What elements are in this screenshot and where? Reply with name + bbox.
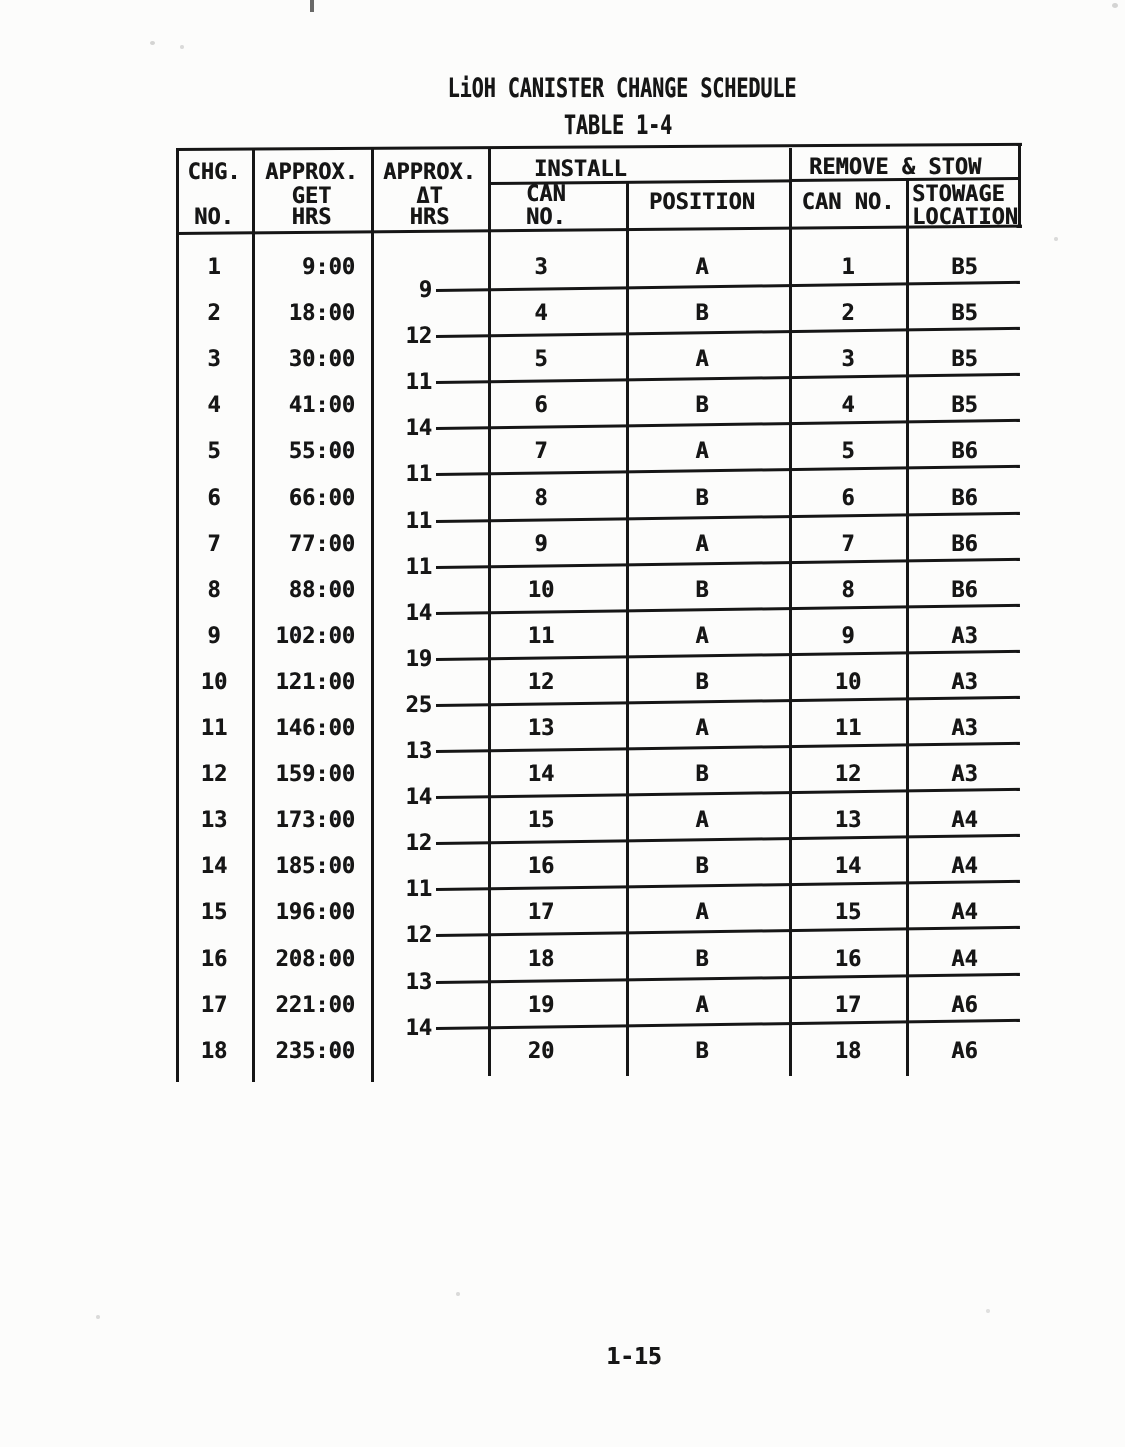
cell-install-can-no: 12 [527,669,555,695]
row-separator-line [436,557,1020,568]
table-row [176,854,1022,880]
delta-t-value: 11 [405,877,432,903]
scan-artifact [310,0,314,12]
cell-install-can-no: 11 [527,623,555,649]
cell-get-hrs: 55:00 [288,439,355,465]
row-separator-line [436,465,1020,476]
cell-chg-no: 1 [207,255,221,280]
page-number: 1-15 [606,1344,662,1370]
table-row [176,947,1022,973]
delta-t-value: 9 [418,278,432,303]
row-separator-line [436,742,1020,753]
cell-install-can-no: 4 [534,301,548,327]
cell-stowage-location: A4 [951,900,978,926]
table-row [176,1039,1022,1065]
cell-get-hrs: 235:00 [275,1038,355,1064]
table-row [176,716,1022,742]
cell-stowage-location: B6 [951,439,978,465]
cell-chg-no: 14 [200,854,228,880]
cell-remove-can-no: 2 [841,301,855,327]
header-deltat-approx: APPROX. [383,160,476,185]
cell-install-can-no: 18 [527,946,555,972]
cell-get-hrs: 102:00 [275,623,355,649]
cell-position: A [695,992,709,1018]
cell-get-hrs: 221:00 [275,992,355,1018]
cell-get-hrs: 9:00 [302,255,355,280]
row-separator-line [436,1018,1020,1029]
cell-remove-can-no: 4 [841,393,855,419]
row-separator-line [436,926,1020,937]
cell-stowage-location: A4 [951,854,978,880]
cell-install-can-no: 6 [534,393,548,419]
cell-install-can-no: 16 [527,854,555,880]
cell-remove-can-no: 16 [834,946,862,972]
cell-chg-no: 6 [207,485,221,511]
delta-t-value: 14 [405,1015,432,1041]
header-deltat: ΔT [416,184,443,209]
cell-remove-can-no: 5 [841,439,855,465]
cell-remove-can-no: 13 [834,808,862,834]
row-separator-line [436,834,1020,845]
cell-install-can-no: 9 [534,531,548,557]
delta-t-value: 12 [405,324,432,350]
delta-t-value: 11 [405,508,432,534]
table-border-left [176,148,179,1082]
cell-remove-can-no: 3 [841,347,855,373]
cell-chg-no: 3 [207,347,221,373]
cell-remove-can-no: 9 [841,623,855,649]
table-border-right-header [1018,143,1021,228]
table-row [176,578,1022,604]
divider-chg-get [252,148,255,1082]
cell-position: B [695,854,709,880]
header-position: POSITION [649,190,755,215]
cell-stowage-location: B5 [951,347,978,373]
cell-remove-can-no: 15 [834,900,862,926]
cell-get-hrs: 185:00 [275,854,355,880]
table-row [176,900,1022,926]
cell-install-can-no: 7 [534,439,548,465]
cell-install-can-no: 10 [527,577,555,603]
table-row [176,993,1022,1019]
delta-t-value: 11 [405,370,432,396]
cell-position: B [695,393,709,419]
cell-chg-no: 15 [200,900,228,926]
cell-get-hrs: 66:00 [288,485,355,511]
row-separator-line [436,373,1020,384]
delta-t-value: 11 [405,462,432,488]
scan-artifact [180,45,184,49]
header-deltat-hrs: HRS [409,205,450,230]
scan-artifact [1112,3,1118,8]
cell-position: B [695,762,709,788]
cell-stowage-location: B5 [951,301,978,327]
page-title: LiOH CANISTER CHANGE SCHEDULE [447,73,797,104]
header-remove-can-no: CAN NO. [801,190,895,215]
cell-install-can-no: 8 [534,485,548,511]
cell-get-hrs: 146:00 [275,716,355,741]
cell-chg-no: 10 [200,669,228,695]
header-remove-group: REMOVE & STOW [809,155,982,180]
cell-stowage-location: A6 [951,1038,978,1064]
row-separator-line [436,604,1020,615]
cell-stowage-location: B5 [951,255,978,280]
row-separator-line [436,972,1020,983]
delta-t-value: 14 [405,416,432,442]
table-row [176,393,1022,419]
cell-position: B [695,669,709,695]
delta-t-value: 19 [405,646,432,672]
cell-position: B [695,301,709,327]
delta-t-value: 13 [405,739,432,764]
cell-position: B [695,1038,709,1064]
divider-install-remove [789,148,792,1076]
delta-t-value: 11 [405,554,432,580]
cell-remove-can-no: 17 [834,992,862,1018]
cell-chg-no: 5 [207,439,221,465]
row-separator-line [436,880,1020,891]
cell-install-can-no: 5 [534,347,548,373]
cell-install-can-no: 3 [534,255,548,280]
delta-t-value: 14 [405,600,432,626]
header-chg: CHG. [187,160,241,185]
delta-t-value: 12 [405,831,432,857]
cell-position: A [695,347,709,373]
cell-stowage-location: B6 [951,485,978,511]
cell-position: A [695,808,709,834]
cell-position: B [695,485,709,511]
delta-t-value: 12 [405,923,432,949]
cell-get-hrs: 196:00 [275,900,355,926]
cell-remove-can-no: 8 [841,577,855,603]
cell-position: B [695,577,709,603]
cell-get-hrs: 30:00 [288,347,355,373]
cell-stowage-location: B6 [951,531,978,557]
cell-stowage-location: A3 [951,623,978,649]
cell-install-can-no: 15 [527,808,555,834]
header-stowage: STOWAGE [912,182,1005,207]
cell-chg-no: 8 [207,577,221,603]
cell-chg-no: 13 [200,808,228,834]
cell-stowage-location: A3 [951,669,978,695]
table-row [176,255,1022,281]
cell-remove-can-no: 14 [834,854,862,880]
table-row [176,486,1022,512]
cell-get-hrs: 18:00 [288,301,355,327]
table-row [176,808,1022,834]
row-separator-line [436,281,1020,292]
scan-artifact [1054,237,1058,241]
header-install-group: INSTALL [534,157,627,182]
row-separator-line [436,511,1020,522]
cell-stowage-location: B6 [951,577,978,603]
scan-artifact [96,1315,100,1319]
table-row [176,624,1022,650]
cell-stowage-location: A3 [951,762,978,788]
table-row [176,347,1022,373]
cell-install-can-no: 20 [527,1038,555,1064]
cell-stowage-location: B5 [951,393,978,419]
cell-get-hrs: 88:00 [288,577,355,603]
cell-position: A [695,623,709,649]
header-get-hrs: HRS [291,205,332,230]
header-get: GET [291,184,332,209]
cell-position: A [695,255,709,280]
table-caption: TABLE 1-4 [563,110,673,141]
scan-artifact [986,1309,990,1313]
delta-t-value: 13 [405,969,432,995]
cell-get-hrs: 41:00 [288,393,355,419]
canister-change-schedule-table [176,148,1022,1093]
table-row [176,301,1022,327]
cell-install-can-no: 19 [527,992,555,1018]
cell-remove-can-no: 11 [834,716,862,741]
table-row [176,439,1022,465]
cell-stowage-location: A3 [951,716,978,741]
cell-position: A [695,439,709,465]
scan-artifact [150,41,155,45]
cell-stowage-location: A4 [951,946,978,972]
header-chg-no: NO. [194,205,234,230]
cell-position: A [695,900,709,926]
header-stowage-location: LOCATION [912,205,1018,230]
cell-position: A [695,531,709,557]
cell-get-hrs: 208:00 [275,946,355,972]
table-row [176,532,1022,558]
cell-get-hrs: 159:00 [275,762,355,788]
header-install-can-no: NO. [526,205,566,230]
row-separator-line [436,650,1020,661]
cell-chg-no: 17 [200,992,228,1018]
cell-position: B [695,946,709,972]
cell-remove-can-no: 10 [834,669,862,695]
cell-remove-can-no: 1 [841,255,855,280]
cell-install-can-no: 14 [527,762,555,788]
cell-chg-no: 4 [207,393,221,419]
row-separator-line [436,788,1020,799]
cell-install-can-no: 17 [527,900,555,926]
table-row [176,762,1022,788]
cell-install-can-no: 13 [527,716,555,741]
cell-chg-no: 11 [200,716,228,741]
cell-get-hrs: 121:00 [275,669,355,695]
cell-chg-no: 12 [200,762,228,788]
header-get-approx: APPROX. [265,160,358,185]
row-separator-line [436,419,1020,430]
cell-remove-can-no: 6 [841,485,855,511]
delta-t-value: 14 [405,785,432,811]
cell-get-hrs: 77:00 [288,531,355,557]
cell-remove-can-no: 18 [834,1038,862,1064]
cell-chg-no: 7 [207,531,221,557]
header-install-can: CAN [526,182,566,207]
table-row [176,670,1022,696]
row-separator-line [436,696,1020,707]
scan-artifact [456,1292,460,1296]
cell-remove-can-no: 12 [834,762,862,788]
cell-chg-no: 2 [207,301,221,327]
cell-stowage-location: A6 [951,992,978,1018]
cell-chg-no: 18 [200,1038,228,1064]
table-border-top [176,143,1022,151]
cell-chg-no: 16 [200,946,228,972]
delta-t-value: 25 [405,692,432,718]
row-separator-line [436,327,1020,338]
cell-remove-can-no: 7 [841,531,855,557]
cell-chg-no: 9 [207,623,221,649]
cell-get-hrs: 173:00 [275,808,355,834]
cell-stowage-location: A4 [951,808,978,834]
cell-position: A [695,716,709,741]
